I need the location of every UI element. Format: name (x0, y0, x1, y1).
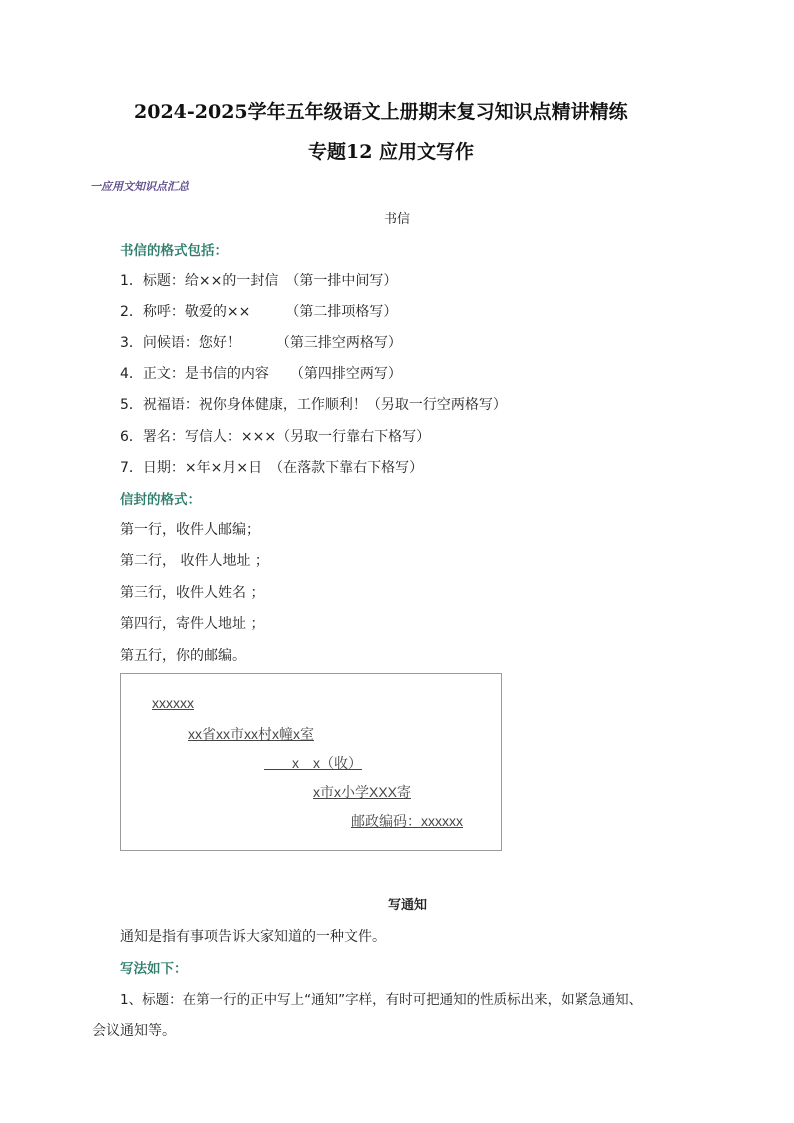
list-item: 7．日期：×年×月×日 （在落款下靠右下格写） (120, 460, 424, 476)
notice-item-line: 会议通知等。 (92, 1023, 176, 1039)
notice-heading: 写通知 (388, 898, 428, 913)
envelope-recipient: x x（收） (264, 755, 362, 771)
envelope-sample (120, 673, 502, 851)
section-tag: 一应用文知识点汇总 (90, 180, 189, 193)
list-item: 6．署名：写信人：×××（另取一行靠右下格写） (120, 429, 431, 445)
notice-item-line: 1、标题：在第一行的正中写上“通知”字样，有时可把通知的性质标出来，如紧急通知、 (120, 992, 643, 1008)
envelope-postcode: 邮政编码：xxxxxx (351, 813, 463, 829)
envelope-address: xx省xx市xx村x幢x室 (188, 726, 314, 742)
envelope-zip: xxxxxx (152, 695, 194, 711)
letter-format-title: 书信的格式包括： (120, 243, 228, 259)
document-subtitle: 专题12 应用文写作 (308, 141, 475, 163)
list-item: 第二行， 收件人地址 ； (120, 553, 269, 569)
letter-heading: 书信 (384, 212, 411, 227)
list-item: 2．称呼：敬爱的×× （第二排项格写） (120, 304, 398, 320)
list-item: 第四行，寄件人地址 ； (120, 616, 265, 632)
envelope-sender: x市x小学XXX寄 (313, 784, 412, 800)
list-item: 第一行，收件人邮编； (120, 522, 260, 538)
envelope-format-title: 信封的格式： (120, 492, 201, 508)
list-item: 1．标题：给××的一封信 （第一排中间写） (120, 273, 398, 289)
notice-method-title: 写法如下： (120, 961, 188, 977)
notice-intro: 通知是指有事项告诉大家知道的一种文件。 (120, 929, 386, 945)
list-item: 5．祝福语：祝你身体健康，工作顺利！（另取一行空两格写） (120, 397, 507, 413)
list-item: 3．问候语：您好！ （第三排空两格写） (120, 335, 402, 351)
list-item: 第三行，收件人姓名 ； (120, 585, 265, 601)
document-title: 2024-2025学年五年级语文上册期末复习知识点精讲精练 (134, 101, 628, 123)
list-item: 第五行，你的邮编。 (120, 648, 246, 664)
list-item: 4．正文：是书信的内容 （第四排空两写） (120, 366, 402, 382)
